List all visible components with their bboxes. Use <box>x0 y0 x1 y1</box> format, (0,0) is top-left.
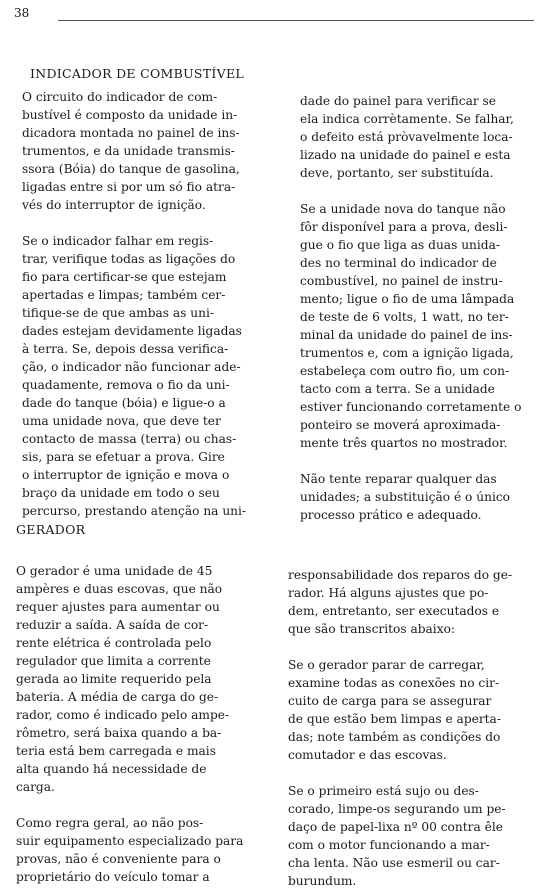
text-line: requer ajustes para aumentar ou <box>16 600 220 614</box>
text-line: estiver funcionando corretamente o <box>300 400 522 414</box>
text-line: vés do interruptor de ignição. <box>22 198 206 212</box>
text-line: processo prático e adequado. <box>300 508 482 522</box>
text-line: comutador e das escovas. <box>288 748 447 762</box>
text-line: tacto com a terra. Se a unidade <box>300 382 495 396</box>
text-line: o defeito está pròvavelmente loca- <box>300 130 513 144</box>
text-line: uma unidade nova, que deve ter <box>22 414 221 428</box>
text-line: suir equipamento especializado para <box>16 834 244 848</box>
text-line: Se a unidade nova do tanque não <box>300 202 506 216</box>
text-line: quadamente, remova o fio da uni- <box>22 378 230 392</box>
text-line: regulador que limita a corrente <box>16 654 211 668</box>
text-line: trumentos, e da unidade transmis- <box>22 144 235 158</box>
text-line: de que estão bem limpas e aperta- <box>288 712 501 726</box>
text-line: contacto de massa (terra) ou chas- <box>22 432 237 446</box>
text-line: gerada ao limite requerido pela <box>16 672 212 686</box>
fuel-indicator-right-column <box>300 92 538 524</box>
text-line: des no terminal do indicador de <box>300 256 497 270</box>
text-line: Se o indicador falhar em regis- <box>22 234 214 248</box>
text-line: dades estejam devidamente ligadas <box>22 324 242 338</box>
text-line: mente três quartos no mostrador. <box>300 436 508 450</box>
text-line: apertadas e limpas; também cer- <box>22 288 226 302</box>
text-line: examine todas as conexões no cir- <box>288 676 500 690</box>
paragraph-gap <box>300 182 538 200</box>
section-heading-generator: GERADOR <box>16 522 86 537</box>
text-line: ção, o indicador não funcionar ade- <box>22 360 241 374</box>
text-line: percurso, prestando atenção na uni- <box>22 504 247 518</box>
text-line: O circuito do indicador de com- <box>22 90 218 104</box>
text-line: teria está bem carregada e mais <box>16 744 216 758</box>
text-line: O gerador é uma unidade de 45 <box>16 564 213 578</box>
text-line: que são transcritos abaixo: <box>288 622 456 636</box>
text-line: dicadora montada no painel de ins- <box>22 126 240 140</box>
text-line: responsabilidade dos reparos do ge- <box>288 568 513 582</box>
text-line: dade do painel para verificar se <box>300 94 497 108</box>
text-line: ligadas entre si por um só fio atra- <box>22 180 236 194</box>
text-line: trar, verifique todas as ligações do <box>22 252 236 266</box>
text-line: gue o fio que liga as duas unida- <box>300 238 500 252</box>
text-line: ponteiro se moverá aproximada- <box>300 418 501 432</box>
generator-right-column <box>288 566 536 890</box>
text-line: rente elétrica é controlada pelo <box>16 636 212 650</box>
text-line: unidades; a substituição é o único <box>300 490 511 504</box>
text-line: bustível é composto da unidade in- <box>22 108 238 122</box>
text-line: alta quando há necessidade de <box>16 762 207 776</box>
section-heading-fuel-indicator: INDICADOR DE COMBUSTÍVEL <box>30 66 245 81</box>
paragraph-gap <box>22 214 262 232</box>
text-line: mento; ligue o fio de uma lâmpada <box>300 292 515 306</box>
text-line: das; note também as condições do <box>288 730 501 744</box>
paragraph-gap <box>300 452 538 470</box>
text-line: cha lenta. Não use esmeril ou car- <box>288 856 500 870</box>
text-line: rômetro, será baixa quando a ba- <box>16 726 222 740</box>
text-line: Se o gerador parar de carregar, <box>288 658 485 672</box>
text-line: estabeleça com outro fio, um con- <box>300 364 510 378</box>
text-line: ela indica corrètamente. Se falhar, <box>300 112 514 126</box>
text-line: de teste de 6 volts, 1 watt, no ter- <box>300 310 509 324</box>
text-line: trumentos e, com a ignição ligada, <box>300 346 514 360</box>
text-line: Como regra geral, ao não pos- <box>16 816 204 830</box>
text-line: proprietário do veículo tomar a <box>16 870 210 884</box>
text-line: à terra. Se, depois dessa verifica- <box>22 342 229 356</box>
text-line: o interruptor de ignição e mova o <box>22 468 230 482</box>
text-line: reduzir a saída. A saída de cor- <box>16 618 209 632</box>
paragraph-gap <box>288 764 536 782</box>
page-number: 38 <box>14 6 30 20</box>
text-line: sis, para se efetuar a prova. Gire <box>22 450 225 464</box>
text-line: deve, portanto, ser substituída. <box>300 166 494 180</box>
text-line: corado, limpe-os segurando um pe- <box>288 802 506 816</box>
text-line: tifique-se de que ambas as uni- <box>22 306 215 320</box>
text-line: bateria. A média de carga do ge- <box>16 690 219 704</box>
paragraph-gap <box>16 796 256 814</box>
header-rule <box>58 20 534 21</box>
text-line: fôr disponível para a prova, desli- <box>300 220 508 234</box>
text-line: dem, entretanto, ser executados e <box>288 604 500 618</box>
text-line: dade do tanque (bóia) e ligue-o a <box>22 396 226 410</box>
text-line: ampères e duas escovas, que não <box>16 582 223 596</box>
text-line: cuito de carga para se assegurar <box>288 694 492 708</box>
generator-left-column <box>16 562 256 886</box>
text-line: provas, não é conveniente para o <box>16 852 221 866</box>
text-line: daço de papel-lixa nº 00 contra êle <box>288 820 503 834</box>
text-line: lizado na unidade do painel e esta <box>300 148 511 162</box>
text-line: rador. Há alguns ajustes que po- <box>288 586 489 600</box>
text-line: Não tente reparar qualquer das <box>300 472 497 486</box>
text-line: Se o primeiro está sujo ou des- <box>288 784 479 798</box>
text-line: minal da unidade do painel de ins- <box>300 328 513 342</box>
text-line: ssora (Bóia) do tanque de gasolina, <box>22 162 240 176</box>
text-line: braço da unidade em todo o seu <box>22 486 220 500</box>
text-line: carga. <box>16 780 55 794</box>
fuel-indicator-left-column <box>22 88 262 520</box>
text-line: rador, como é indicado pelo ampe- <box>16 708 230 722</box>
text-line: burundum. <box>288 874 357 888</box>
text-line: fio para certificar-se que estejam <box>22 270 227 284</box>
text-line: combustível, no painel de instru- <box>300 274 503 288</box>
paragraph-gap <box>288 638 536 656</box>
text-line: com o motor funcionando a mar- <box>288 838 490 852</box>
